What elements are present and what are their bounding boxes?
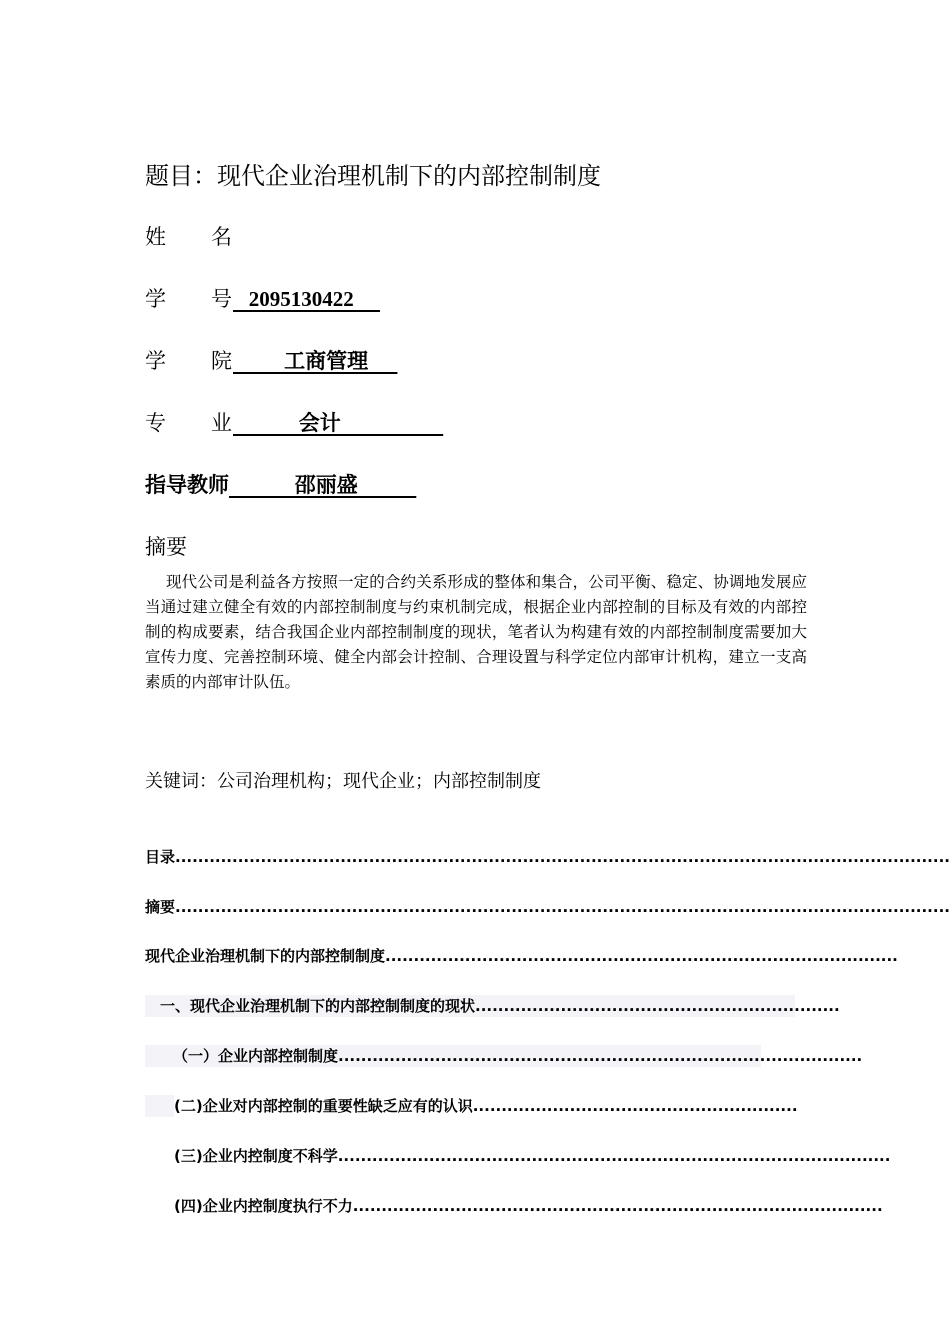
toc-entry-leader: ........................................................................................................................................: [175, 898, 950, 916]
college-label-char-1: 学: [145, 349, 166, 373]
name-label-char-2: 名: [211, 225, 232, 249]
toc-entry[interactable]: [174, 1195, 883, 1217]
abstract-body: 现代公司是利益各方按照一定的合约关系形成的整体和集合，公司平衡、稳定、协调地发展应当通过建立健全有效的内部控制制度与约束机制完成，根据企业内部控制的目标及有效的内部控制的构成要素，结合我国企业内部控制制度的现状，笔者认为构建有效的内部控制制度需要加大宣传力度、完善控制环境、健全内部会计控制、合理设置与科学定位内部审计机构，建立一支高素质的内部审计队伍。: [145, 573, 807, 691]
toc-entry-text: (四)企业内控制度执行不力: [174, 1197, 353, 1215]
student-id-label-char-1: 学: [145, 287, 166, 311]
toc-entry-leader: ........................................................................................................................................: [175, 848, 950, 866]
toc-indent-shade: [145, 1095, 174, 1117]
name-label-char-1: 姓: [145, 225, 166, 249]
college-label: [145, 346, 233, 376]
major-label-char-2: 业: [211, 411, 232, 435]
toc-entry[interactable]: [145, 1095, 798, 1117]
major-row: [145, 408, 443, 438]
toc-entry-text: (二)企业对内部控制的重要性缺乏应有的认识: [174, 1097, 473, 1115]
student-id-label-char-2: 号: [211, 287, 232, 311]
toc-entry-text: 目录: [145, 848, 176, 866]
college-row: [145, 346, 397, 376]
toc-entry-leader: ................................................................: [475, 997, 840, 1015]
advisor-label: 指导教师: [145, 473, 229, 497]
advisor-row: [145, 470, 416, 500]
student-id-value: 2095130422: [233, 287, 380, 311]
toc-entry-text: 现代企业治理机制下的内部控制制度: [145, 947, 386, 965]
toc-entry-text: （一）企业内部控制制度: [173, 1047, 339, 1065]
student-id-row: [145, 284, 380, 314]
major-label: [145, 408, 233, 438]
toc-entry[interactable]: [145, 995, 840, 1017]
toc-entry[interactable]: [174, 1145, 891, 1167]
toc-entry[interactable]: [145, 1045, 863, 1067]
major-label-char-1: 专: [145, 411, 166, 435]
document-title: 题目：现代企业治理机制下的内部控制制度: [145, 162, 601, 190]
toc-entry-leader: .........................................................: [472, 1097, 798, 1115]
toc-entry-text: 摘要: [145, 898, 176, 916]
name-label: [145, 222, 233, 252]
toc-entry-text: (三)企业内控制度不科学: [174, 1147, 338, 1165]
advisor-value: 邵丽盛: [229, 473, 417, 497]
college-value: 工商管理: [233, 349, 398, 373]
toc-entry-leader: ..........................................................................................: [385, 947, 898, 965]
college-label-char-2: 院: [211, 349, 232, 373]
toc-entry[interactable]: [145, 846, 950, 868]
name-row: [145, 222, 233, 252]
major-value: 会计: [233, 411, 444, 435]
abstract-heading: 摘要: [145, 535, 187, 559]
toc-entry-leader: ............................................................................................: [338, 1047, 863, 1065]
toc-entry-leader: .............................................................................................: [352, 1197, 883, 1215]
keywords: 关键词：公司治理机构；现代企业；内部控制制度: [145, 771, 541, 792]
toc-entry-text: 一、现代企业治理机制下的内部控制制度的现状: [160, 997, 476, 1015]
toc-entry[interactable]: [145, 896, 950, 918]
toc-entry[interactable]: [145, 945, 898, 967]
toc-entry-leader: .................................................................................................: [337, 1147, 891, 1165]
student-id-label: [145, 284, 233, 314]
